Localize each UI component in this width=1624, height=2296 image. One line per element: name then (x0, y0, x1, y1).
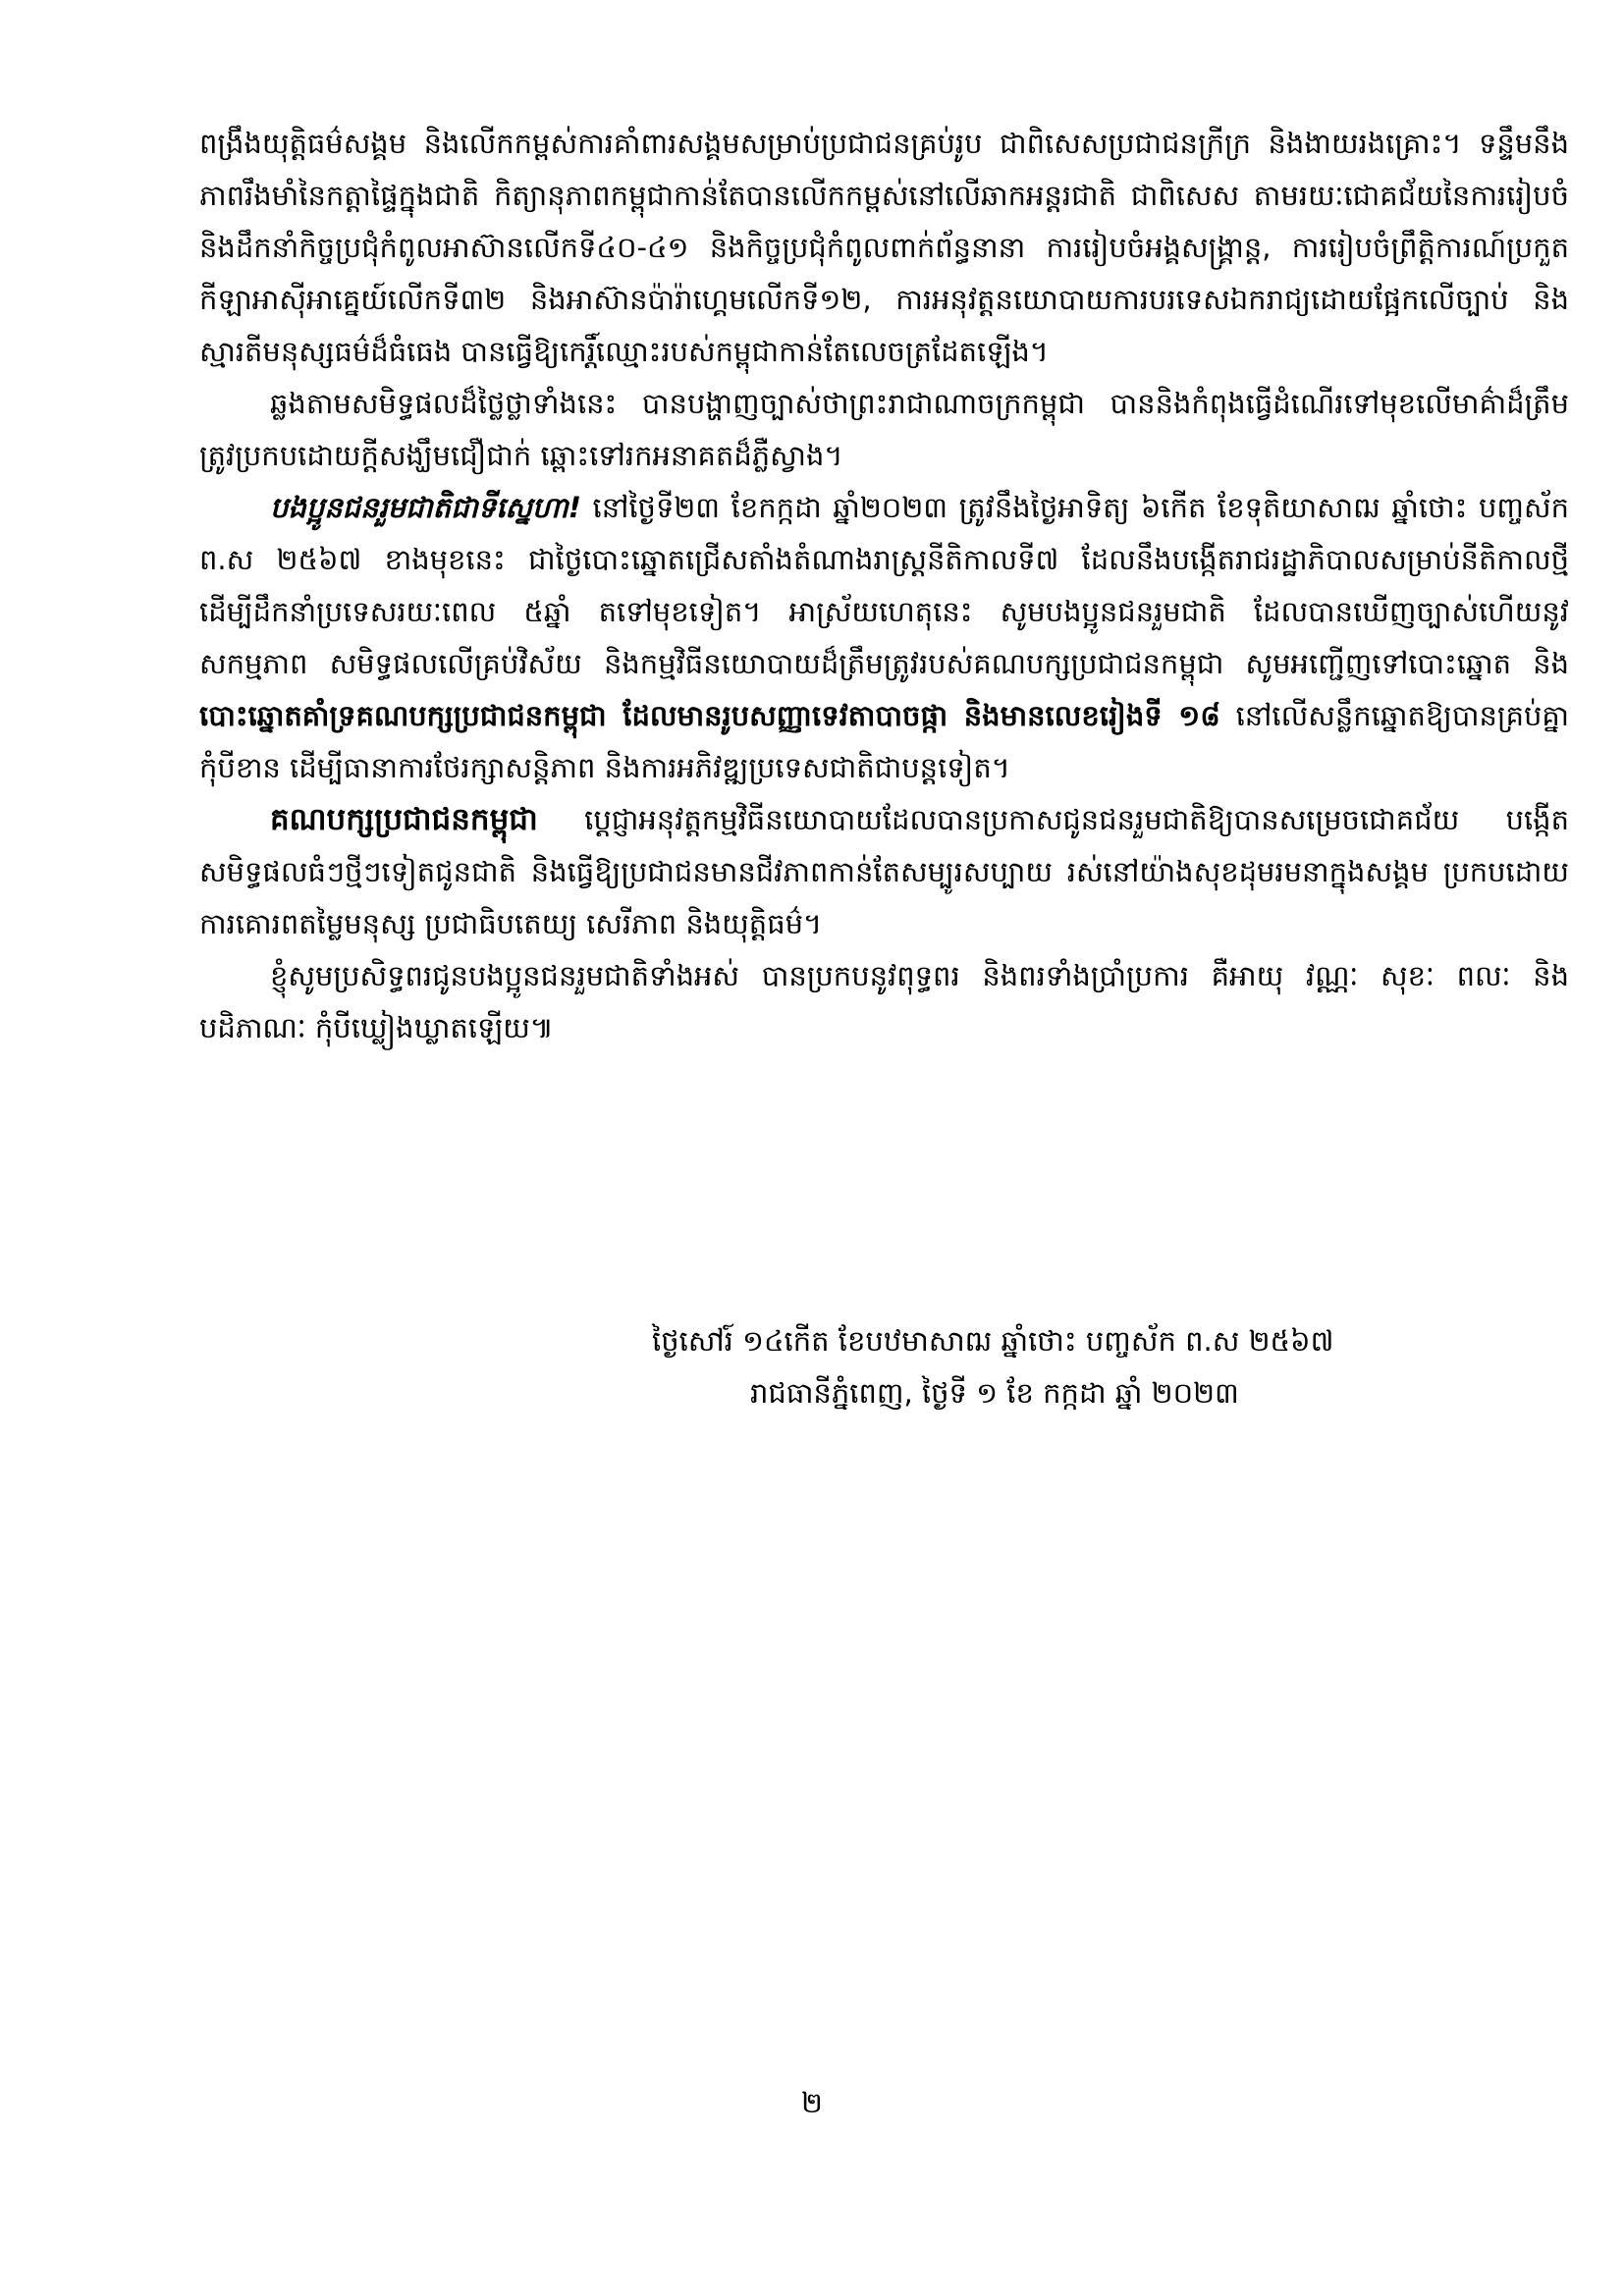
paragraph-achievements: ឆ្លងតាមសមិទ្ធផលដ៏ថ្លៃថ្លាទាំងនេះ បានបង្ហាញច្បាស់ថាព្រះរាជាណាចក្រកម្ពុជា បាននិងកំពុងធ្វើដំណើរទៅមុខលើមាគ៌ាដ៏ត្រឹមត្រូវប្រកបដោយក្តីសង្ឃឹមជឿជាក់ ឆ្ពោះទៅរកអនាគតដ៏ភ្លឺស្វាង។ (199, 387, 1569, 472)
paragraph-blessing: ខ្ញុំសូមប្រសិទ្ធពរជូនបងប្អូនជនរួមជាតិទាំងអស់ បានប្រកបនូវពុទ្ធពរ និងពរទាំងប្រាំប្រការ គឺអាយុ វណ្ណៈ សុខៈ ពលៈ និងបដិភាណៈ កុំបីឃ្លៀងឃ្លាតឡើយ៕ (199, 959, 1569, 1044)
vote-cpp-emphasis: បោះឆ្នោតគាំទ្រគណបក្សប្រជាជនកម្ពុជា ដែលមានរូបសញ្ញាទេវតាបាចផ្កា និងមានលេខរៀងទី ១៨ (199, 699, 1220, 732)
letter-body (199, 118, 1569, 1054)
party-name-heading: គណបក្សប្រជាជនកម្ពុជា (270, 802, 538, 837)
salutation-heading: បងប្អូនជនរួមជាតិជាទីស្នេហា! (270, 491, 581, 524)
page-number: ២ (801, 2086, 823, 2119)
lunar-date: ថ្ងៃសៅរ៍ ១៤កើត ខែបឋមាសាឍ ឆ្នាំថោះ បញ្ចស័ក ព.ស ២៥៦៧ (652, 1324, 1334, 1358)
paragraph-social-justice: ពង្រឹងយុត្តិធម៌សង្គម និងលើកកម្ពស់ការគាំពារសង្គមសម្រាប់ប្រជាជនគ្រប់រូប ជាពិសេសប្រជាជនក្រីក្រ និងងាយរងគ្រោះ។ ទន្ទឹមនឹងភាពរឹងមាំនៃកត្តាផ្ទៃក្នុងជាតិ កិត្យានុភាពកម្ពុជាកាន់តែបានលើកកម្ពស់នៅលើឆាកអន្តរជាតិ ជាពិសេស តាមរយៈជោគជ័យនៃការរៀបចំ និងដឹកនាំកិច្ចប្រជុំកំពូលអាស៊ានលើកទី៤០-៤១ និងកិច្ចប្រជុំកំពូលពាក់ព័ន្ធនានា ការរៀបចំអង្គសង្គ្រាន្ត, ការរៀបចំព្រឹត្តិការណ៍ប្រកួតកីឡាអាស៊ីអាគ្នេយ៍លើកទី៣២ និងអាស៊ានប៉ារ៉ាហ្គេមលើកទី១២, ការអនុវត្តនយោបាយការបរទេសឯករាជ្យដោយផ្អែកលើច្បាប់ និងស្មារតីមនុស្សធម៌ដ៏ធំធេង បានធ្វើឱ្យកេរ្តិ៍ឈ្មោះរបស់កម្ពុជាកាន់តែលេចត្រដែតឡើង។ (199, 127, 1569, 368)
election-call-text-b: នៅលើសន្លឹកឆ្នោតឱ្យបានគ្រប់គ្នាកុំបីខាន ដើម្បីធានាការថែរក្សាសន្តិភាព និងការអភិវឌ្ឍប្រទេសជាតិជាបន្តទៀត។ (199, 699, 1570, 784)
party-pledge-text: ប្តេជ្ញាអនុវត្តកម្មវិធីនយោបាយដែលបានប្រកាសជូនជនរួមជាតិឱ្យបានសម្រេចជោគជ័យ បង្កើតសមិទ្ធផលធំៗថ្មីៗទៀតជូនជាតិ និងធ្វើឱ្យប្រជាជនមានជីវភាពកាន់តែសម្បូរសប្បាយ រស់នៅយ៉ាងសុខដុមរមនាក្នុងសង្គម ប្រកបដោយការគោរពតម្លៃមនុស្ស ប្រជាធិបតេយ្យ សេរីភាព និងយុត្តិធម៌។ (199, 803, 1569, 940)
paragraph-party-pledge (199, 794, 1569, 950)
election-call-text-a: នៅថ្ងៃទី២៣ ខែកក្កដា ឆ្នាំ២០២៣ ត្រូវនឹងថ្ងៃអាទិត្យ ៦កើត ខែទុតិយាសាឍ ឆ្នាំថោះ បញ្ចស័ក ព.ស ២៥៦៧ ខាងមុខនេះ ជាថ្ងៃបោះឆ្នោតជ្រើសតាំងតំណាងរាស្ត្រនីតិកាលទី៧ ដែលនឹងបង្កើតរាជរដ្ឋាភិបាលសម្រាប់នីតិកាលថ្មី ដើម្បីដឹកនាំប្រទេសរយៈពេល ៥ឆ្នាំ តទៅមុខទៀត។ អាស្រ័យហេតុនេះ សូមបងប្អូនជនរួមជាតិ ដែលបានឃើញច្បាស់ហើយនូវសកម្មភាព សមិទ្ធផលលើគ្រប់វិស័យ និងកម្មវិធីនយោបាយដ៏ត្រឹមត្រូវរបស់គណបក្សប្រជាជនកម្ពុជា សូមអញ្ជើញទៅបោះឆ្នោត និង (199, 491, 1569, 680)
paragraph-election-call (199, 482, 1569, 794)
date-block (638, 1315, 1581, 1419)
solar-date-location: រាជធានីភ្នំពេញ, ថ្ងៃទី ១ ខែ កក្កដា ឆ្នាំ ២០២៣ (750, 1376, 1239, 1410)
